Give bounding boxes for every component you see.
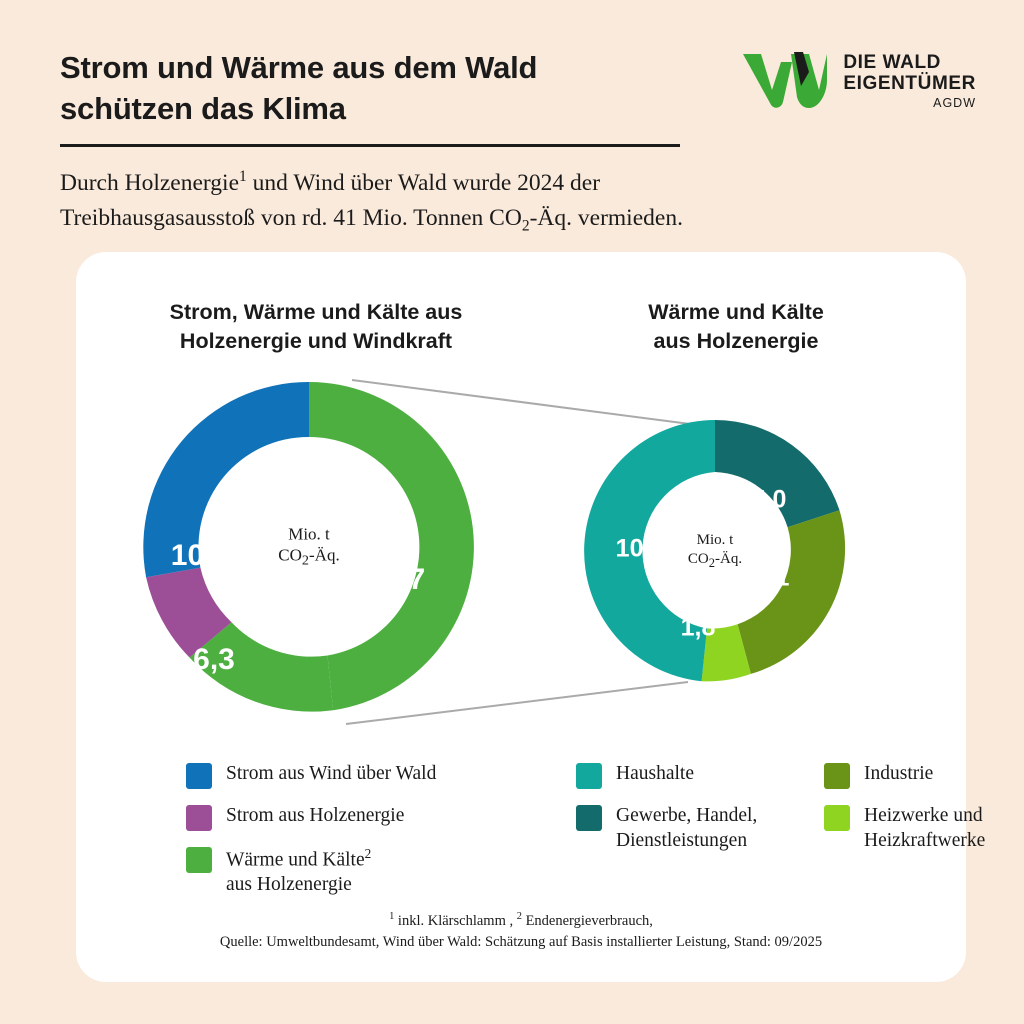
slice-waerme-kaelte bbox=[309, 382, 474, 710]
legend-swatch-waerme-kaelte bbox=[186, 847, 212, 873]
footnote-line1-b: Endenergieverbrauch, bbox=[521, 912, 653, 929]
subtitle-line2-b: -Äq. vermieden. bbox=[529, 205, 683, 232]
legend-label-heizwerke-line1: Heizwerke und bbox=[864, 805, 983, 826]
legend-label-gewerbe-line2: Dienstleistungen bbox=[616, 829, 748, 851]
chart-title-left-line1: Strom, Wärme und Kälte aus bbox=[169, 300, 463, 324]
slice-value-heizwerke: 1,8 bbox=[680, 613, 716, 642]
chart-title-left bbox=[116, 298, 516, 355]
slice-value-industrie: 7,1 bbox=[754, 563, 790, 592]
chart-title-right-line1: Wärme und Kälte bbox=[648, 300, 824, 324]
donut-left-center-sub: 2 bbox=[301, 552, 309, 569]
legend-swatch-strom-holzenergie bbox=[186, 805, 212, 831]
subtitle-line1-b: und Wind über Wald wurde 2024 der bbox=[246, 169, 601, 196]
brand-logo bbox=[739, 50, 976, 112]
donut-right-center-line2-b: -Äq. bbox=[715, 550, 743, 567]
subtitle bbox=[60, 165, 750, 239]
page-title-line2: schützen das Klima bbox=[60, 90, 346, 126]
legend-label-strom-holzenergie: Strom aus Holzenergie bbox=[226, 805, 405, 826]
subtitle-line1-a: Durch Holzenergie bbox=[60, 169, 240, 196]
legend-label-waerme-kaelte-line2: aus Holzenergie bbox=[226, 874, 352, 896]
footnote bbox=[76, 909, 966, 954]
chart-title-right-line2: aus Holzenergie bbox=[653, 328, 819, 353]
w-logo-icon bbox=[739, 50, 831, 112]
footnote-marker-1: 1 bbox=[389, 910, 395, 922]
legend-swatch-industrie bbox=[824, 763, 850, 789]
title-divider bbox=[60, 144, 680, 147]
subtitle-co2-sub: 2 bbox=[521, 218, 530, 236]
legend-label-heizwerke-line2: Heizkraftwerke bbox=[864, 829, 986, 851]
donut-chart-right bbox=[576, 412, 854, 690]
legend-item-industrie bbox=[824, 762, 933, 789]
page-title-line1: Strom und Wärme aus dem Wald bbox=[60, 50, 538, 85]
subtitle-footnote-marker-1: 1 bbox=[239, 167, 247, 185]
chart-card bbox=[76, 252, 986, 982]
legend-swatch-strom-wind bbox=[186, 763, 212, 789]
legend-label-gewerbe bbox=[616, 804, 757, 854]
donut-left-center-line2-b: -Äq. bbox=[309, 545, 340, 565]
legend-label-industrie: Industrie bbox=[864, 763, 934, 784]
chart-title-left-line2: Holzenergie und Windkraft bbox=[179, 328, 453, 353]
legend-item-strom-wind bbox=[186, 762, 436, 789]
donut-right-center-sub: 2 bbox=[708, 555, 715, 570]
legend-label-waerme-kaelte bbox=[226, 846, 371, 898]
slice-value-strom-wind: 10,0 bbox=[170, 539, 230, 572]
donut-left-center-line1: Mio. t bbox=[288, 524, 330, 544]
legend-item-waerme-kaelte bbox=[186, 846, 371, 898]
donut-chart-left bbox=[134, 372, 484, 722]
legend-label-heizwerke bbox=[864, 804, 985, 854]
legend-label-waerme-kaelte-line1: Wärme und Kälte bbox=[226, 849, 365, 871]
slice-value-strom-holzenergie: 6,3 bbox=[193, 643, 235, 676]
footnote-line1-a: inkl. Klärschlamm , bbox=[394, 912, 517, 929]
brand-line-1: DIE WALD bbox=[843, 51, 941, 73]
legend-item-strom-holzenergie bbox=[186, 804, 404, 831]
slice-value-gewerbe: 5,0 bbox=[751, 485, 787, 514]
chart-title-right bbox=[546, 298, 926, 355]
legend-label-haushalte: Haushalte bbox=[616, 763, 694, 784]
donut-left-center-line2-a: CO bbox=[278, 545, 302, 565]
legend-swatch-heizwerke bbox=[824, 805, 850, 831]
legend-item-gewerbe bbox=[576, 804, 757, 854]
legend-item-haushalte bbox=[576, 762, 694, 789]
brand-line-3: AGDW bbox=[933, 96, 976, 111]
footnote-source: Quelle: Umweltbundesamt, Wind über Wald: Schätzung auf Basis installierter Leistung, Stand: 09/2025 bbox=[219, 934, 823, 951]
donut-right-center-line1: Mio. t bbox=[696, 531, 734, 548]
header bbox=[60, 48, 760, 239]
slice-value-haushalte: 10,8 bbox=[615, 534, 665, 563]
subtitle-line2-a: Treibhausgasausstoß von rd. 41 Mio. Tonnen CO bbox=[60, 205, 522, 232]
page-title bbox=[60, 48, 760, 130]
legend-swatch-gewerbe bbox=[576, 805, 602, 831]
legend-label-strom-wind: Strom aus Wind über Wald bbox=[226, 763, 437, 784]
legend-label-gewerbe-line1: Gewerbe, Handel, bbox=[616, 805, 758, 826]
legend-footnote-marker-2: 2 bbox=[364, 846, 372, 861]
legend-swatch-haushalte bbox=[576, 763, 602, 789]
brand-logo-text bbox=[843, 52, 976, 111]
legend bbox=[106, 762, 986, 922]
footnote-marker-2: 2 bbox=[516, 910, 522, 922]
brand-line-2: EIGENTÜMER bbox=[843, 73, 976, 94]
donut-right-center-line2-a: CO bbox=[687, 550, 709, 567]
legend-item-heizwerke bbox=[824, 804, 985, 854]
slice-value-waerme-kaelte: 24,7 bbox=[366, 563, 426, 596]
